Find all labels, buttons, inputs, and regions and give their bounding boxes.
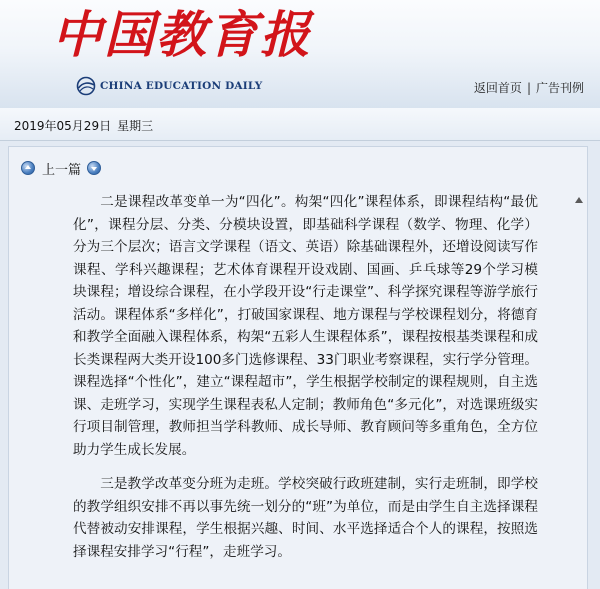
weekday-text: 星期三	[117, 119, 154, 133]
masthead	[0, 0, 600, 109]
logo-english	[76, 76, 262, 96]
triangle-up-icon	[575, 197, 583, 203]
date-bar	[0, 108, 600, 141]
logo-english-text: CHINA EDUCATION DAILY	[100, 80, 263, 92]
home-link[interactable]: 返回首页	[473, 81, 522, 95]
article-body	[73, 191, 538, 575]
issue-date	[14, 117, 153, 134]
scrollbar[interactable]	[570, 191, 587, 589]
arrow-down-circle-icon[interactable]	[87, 161, 101, 175]
ad-rates-link[interactable]: 广告刊例	[535, 81, 584, 95]
article-panel	[8, 146, 588, 589]
prev-article-link[interactable]: 上一篇	[42, 162, 82, 178]
top-nav	[474, 79, 584, 96]
logo-chinese-title: 中国教育报	[52, 5, 312, 64]
arrow-up-circle-icon[interactable]	[21, 161, 35, 175]
scroll-up-button[interactable]	[570, 191, 587, 208]
article-paragraph: 二是课程改革变单一为“四化”。构架“四化”课程体系，即课程结构“最优化”，课程分层、分类、分模块设置，即基础科学课程（数学、物理、化学）分为三个层次；语言文学课程（语文、英语）除基础课程外，还增设阅读写作课程、学科兴趣课程；艺术体育课程开设戏剧、国画、乒乓球等29个学习模块课程；增设综合课程，在小学段开设“行走课堂”、科学探究课程等游学旅行活动。课程体系“多样化”，打破国家课程、地方课程与学校课程划分，将德育和教学全面融入课程体系，构架“五彩人生课程体系”，课程按根基类课程和成长类课程两大类开设100多门选修课程、33门职业考察课程，实行学分管理。课程选择“个性化”，建立“课程超市”，学生根据学校制定的课程规则，自主选课、走班学习，实现学生课程表私人定制；教师角色“多元化”，对选课班级实行项目制管理，教师担当学科教师、成长导师、教育顾问等多重角色，全方位助力学生成长发展。	[73, 194, 538, 458]
date-text: 2019年05月29日	[14, 119, 112, 133]
prev-article-bar	[21, 159, 101, 177]
globe-swoosh-icon	[76, 76, 96, 96]
article-paragraph: 三是教学改革变分班为走班。学校突破行政班建制，实行走班制，即学校的教学组织安排不再以事先统一划分的“班”为单位，而是由学生自主选择课程代替被动安排课程，学生根据兴趣、时间、水平选择适合个人的课程，按照选择课程安排学习“行程”，走班学习。	[73, 476, 538, 560]
nav-separator: |	[526, 81, 531, 95]
